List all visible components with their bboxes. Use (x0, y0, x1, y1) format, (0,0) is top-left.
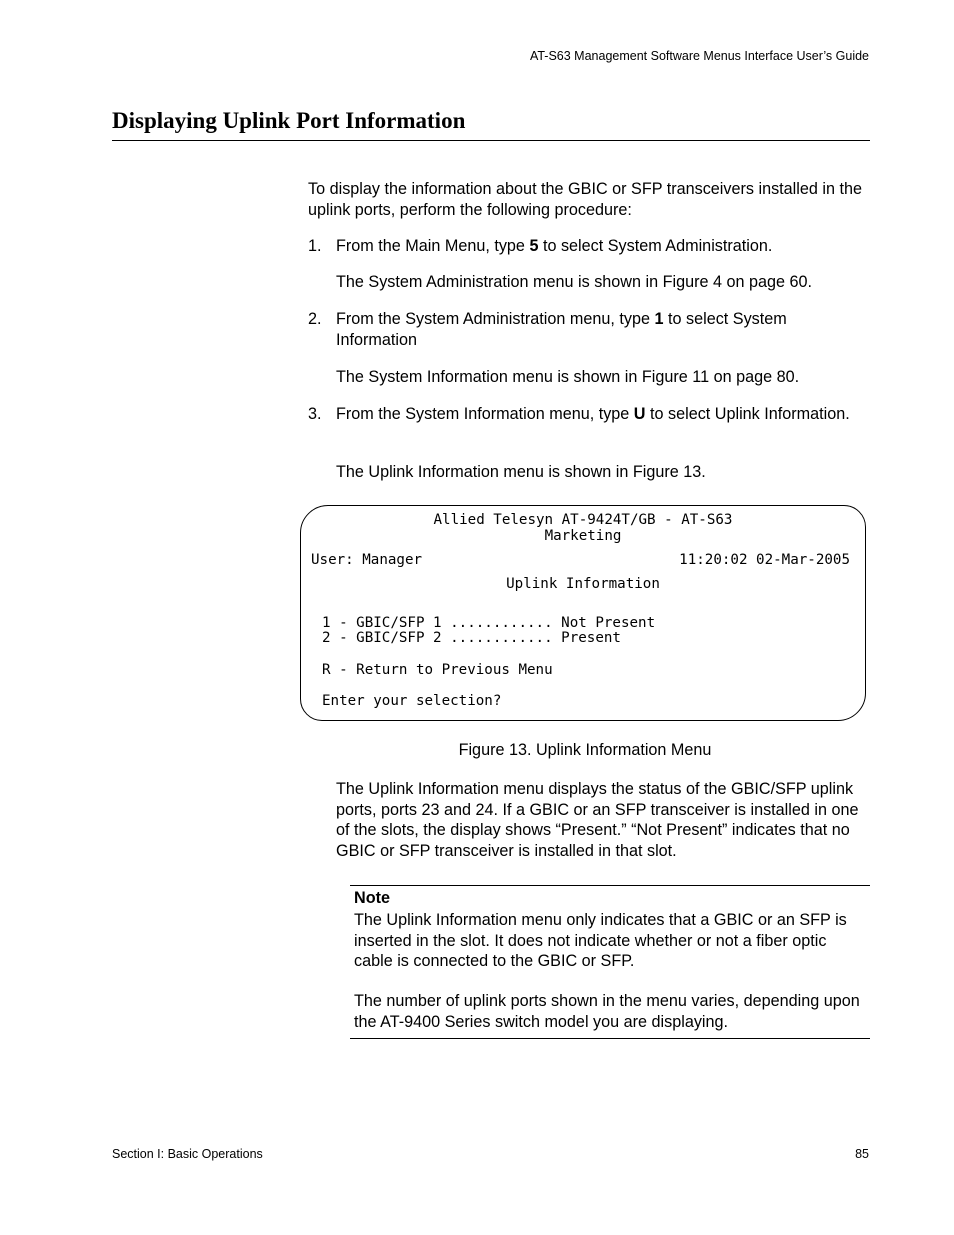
console-user: User: Manager (311, 552, 423, 568)
console-menu-item: 2 - GBIC/SFP 2 ............ Present (322, 630, 621, 646)
step-text: From the System Information menu, type (336, 405, 634, 423)
step-text: From the Main Menu, type (336, 237, 530, 255)
console-location-line: Marketing (544, 528, 622, 544)
console-prompt: Enter your selection? (322, 693, 502, 709)
step-text: to select System Administration. (538, 237, 773, 255)
step-text: to select System Information (336, 310, 787, 349)
running-header: AT-S63 Management Software Menus Interface User’s Guide (529, 49, 869, 63)
console-menu-item: 1 - GBIC/SFP 1 ............ Not Present (322, 615, 656, 631)
note-label: Note (354, 889, 390, 907)
step-key: 1 (654, 310, 664, 328)
console-screen (300, 505, 866, 721)
note-paragraph: The number of uplink ports shown in the menu varies, depending upon the AT-9400 Series switch model you are displaying. (354, 992, 860, 1031)
intro-paragraph: To display the information about the GBIC or SFP transceivers installed in the uplink ports, perform the following procedure: (308, 180, 862, 219)
title-rule (112, 140, 870, 141)
console-return-item: R - Return to Previous Menu (322, 662, 553, 678)
step-number: 3. (308, 405, 322, 423)
step-1-result: The System Administration menu is shown in Figure 4 on page 60. (336, 273, 812, 291)
step-3-result: The Uplink Information menu is shown in Figure 13. (336, 463, 706, 481)
console-product-line: Allied Telesyn AT-9424T/GB - AT-S63 (433, 512, 733, 528)
description-paragraph: The Uplink Information menu displays the status of the GBIC/SFP uplink ports, ports 23 and 24. If a GBIC or an SFP transceiver is installed in one of the slots, the display shows “Present.” “Not Present” indicates that no GBIC or SFP transceiver is installed in that slot. (336, 780, 859, 860)
step-key: U (633, 405, 646, 423)
step-3 (308, 404, 870, 425)
page-number: 85 (855, 1147, 869, 1161)
step-key: 5 (529, 237, 539, 255)
console-datetime: 11:20:02 02-Mar-2005 (679, 552, 850, 568)
step-2-result: The System Information menu is shown in Figure 11 on page 80. (336, 368, 800, 386)
step-text: From the System Administration menu, type (336, 310, 655, 328)
step-number: 1. (308, 237, 322, 255)
note-box (350, 885, 870, 1039)
figure-caption: Figure 13. Uplink Information Menu (458, 741, 712, 759)
step-text: to select Uplink Information. (645, 405, 850, 423)
console-menu-title: Uplink Information (506, 576, 660, 592)
footer-section: Section I: Basic Operations (112, 1147, 263, 1161)
step-number: 2. (308, 310, 322, 328)
note-paragraph: The Uplink Information menu only indicates that a GBIC or an SFP is inserted in the slot. It does not indicate whether or not a fiber optic cable is connected to the GBIC or SFP. (354, 911, 847, 970)
step-1 (308, 236, 870, 257)
section-title: Displaying Uplink Port Information (112, 108, 466, 133)
step-2 (308, 309, 870, 350)
